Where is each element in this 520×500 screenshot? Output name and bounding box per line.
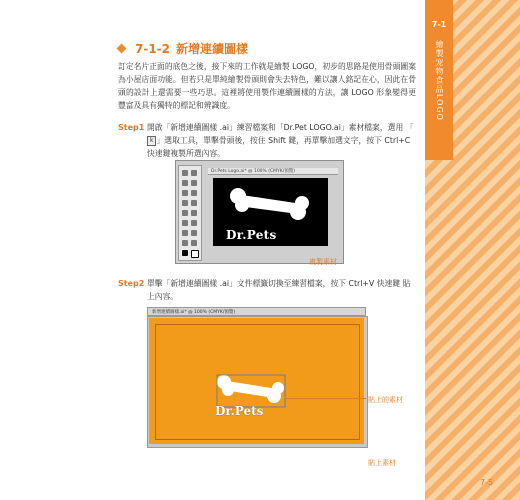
page-number: 7-5: [480, 478, 494, 487]
chapter-section-number: 7-1: [431, 20, 447, 29]
hand-tool-icon: [182, 240, 188, 246]
zoom-tool-icon: [191, 240, 197, 246]
callout-paste-material: 貼上素材: [368, 459, 396, 467]
step2-label: Step2: [118, 279, 145, 288]
bone-logo-icon-pasted: [216, 374, 286, 408]
chapter-section-title: 繪製宠物食品LOGO: [435, 40, 444, 121]
caption-copy-material: 複製素材: [309, 258, 337, 266]
lasso-tool-icon: [191, 180, 197, 186]
logo-text: Dr.Pets: [226, 228, 277, 242]
rotate-tool-icon: [182, 220, 188, 226]
selection-tool-icon: k: [147, 136, 156, 146]
step1-text-line2: 」選取工具，單擊骨頭後，按住 Shift 鍵，再單擊加選文字，按下: [156, 136, 382, 145]
step2-text: [147, 277, 415, 303]
section-heading: [118, 40, 248, 57]
eyedropper-tool-icon: [191, 230, 197, 236]
scale-tool-icon: [191, 220, 197, 226]
step2-text-line1: 單擊「新增連續圖樣 .ai」文件標籤切換至練習檔案，按下 Ctrl+V 快速鍵: [147, 279, 401, 288]
pen-tool-icon: [182, 190, 188, 196]
rectangle-tool-icon: [191, 200, 197, 206]
pencil-tool-icon: [191, 210, 197, 216]
step1-text-line3: Ctrl+C 快速鍵複製所選內容。: [147, 136, 411, 158]
line-tool-icon: [182, 200, 188, 206]
section-number: 7-1-2: [135, 41, 171, 56]
intro-paragraph: 訂定名片正面的底色之後，接下來的工作就是繪製 LOGO，初步的思路是使用骨頭圖案為小屋店面功能。但若只是單純繪製骨頭則會失去特色，難以讓人銘記在心，因此在骨頭的設計上還需要一些巧思。這裡將使用製作連續圖樣的方法，讓 LOGO 形象變得更豐富及具有獨特的標記和辨識度。: [118, 62, 416, 110]
section-title: 新增連續圖樣: [176, 42, 249, 56]
selection-tool-icon: [182, 170, 188, 176]
bone-logo-icon: [228, 186, 313, 226]
logo-text-pasted: Dr.Pets: [215, 404, 264, 418]
callout-line-pasted: [286, 398, 366, 399]
callout-pasted-material: 貼上的素材: [368, 396, 403, 404]
diamond-icon: [117, 44, 127, 54]
step1-bracket-open: 「: [405, 123, 414, 132]
step1-label: Step1: [118, 123, 145, 132]
document-tab: Dr.Pets Logo.ai* @ 100% (CMYK/預覽): [208, 168, 338, 175]
step1-text: [147, 121, 415, 160]
stroke-color-icon: [191, 250, 199, 258]
document-tab-2: 新增連續圖樣.ai* @ 100% (CMYK/預覽): [147, 307, 366, 316]
fill-color-icon: [182, 250, 188, 256]
step1-text-line1: 開啟「新增連續圖樣 .ai」練習檔案和「Dr.Pet LOGO.ai」素材檔案，選用: [147, 123, 404, 132]
step2-text-line2: 貼上內容。: [147, 279, 411, 301]
direct-selection-tool-icon: [191, 170, 197, 176]
brush-tool-icon: [182, 210, 188, 216]
tools-panel: [178, 165, 202, 261]
type-tool-icon: [191, 190, 197, 196]
magic-wand-tool-icon: [182, 180, 188, 186]
gradient-tool-icon: [182, 230, 188, 236]
